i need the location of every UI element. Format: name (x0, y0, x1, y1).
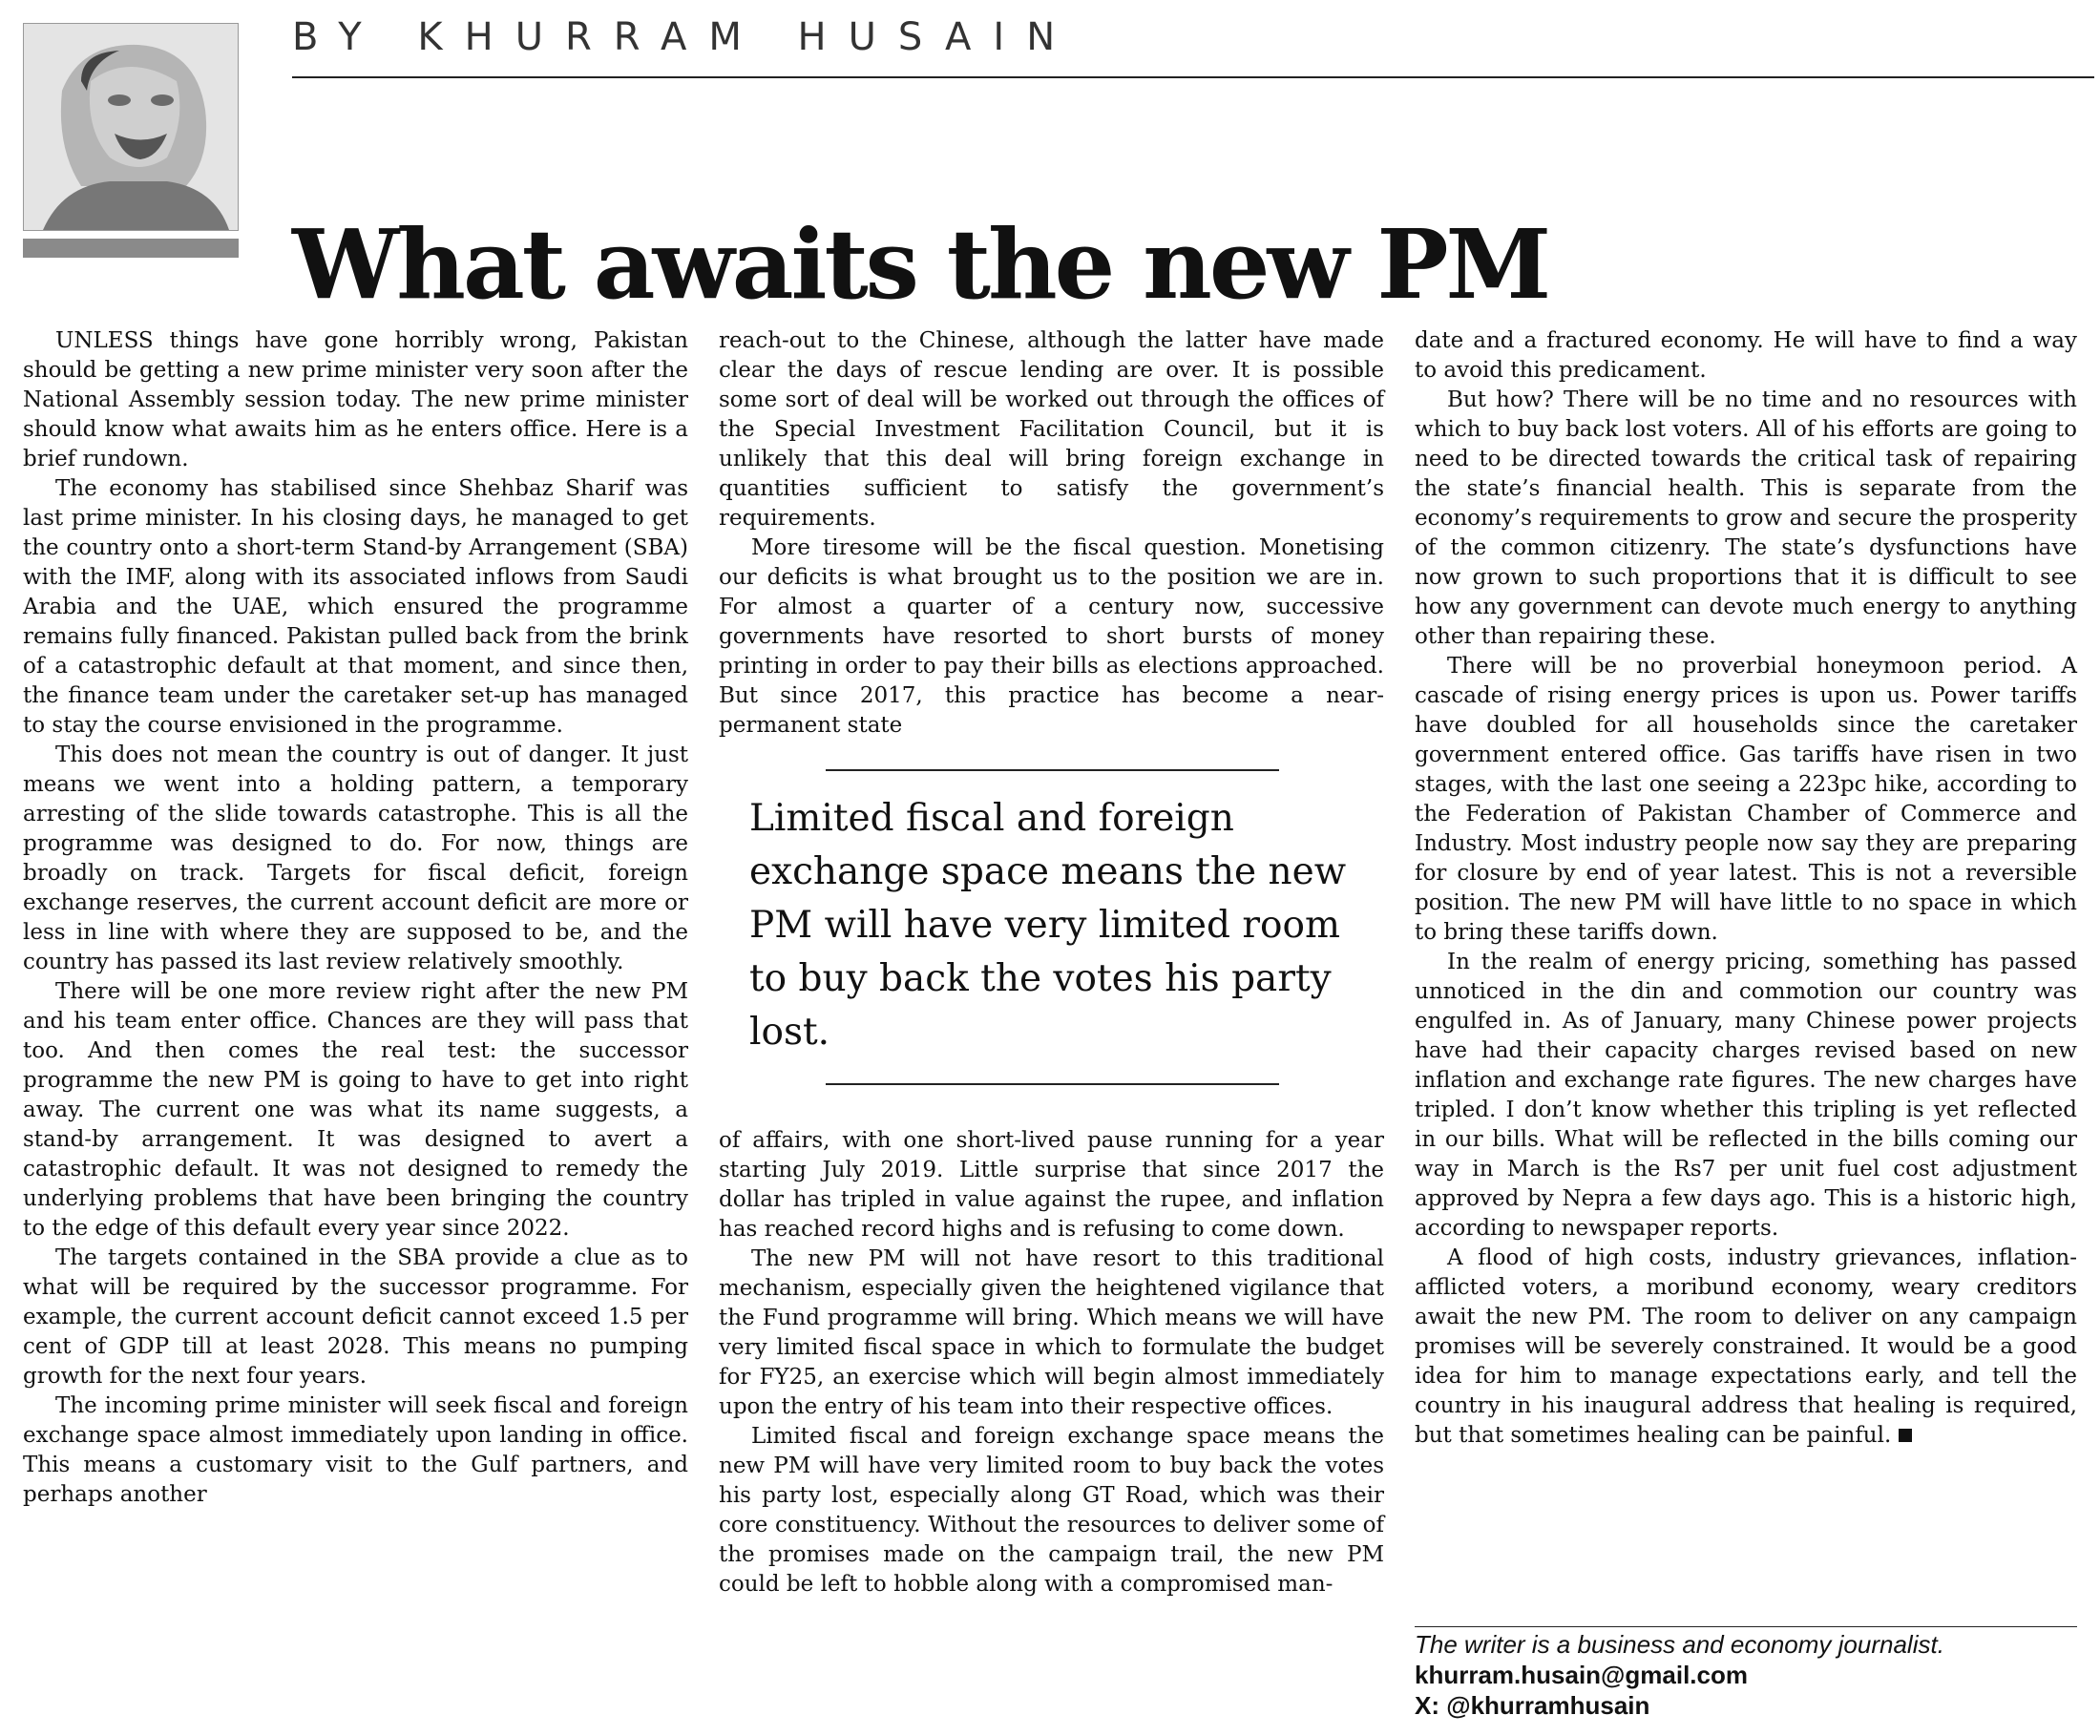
paragraph: date and a fractured economy. He will have to find a way to avoid this predicament. (1415, 328, 2077, 383)
article-column-3 (1415, 326, 2077, 1628)
paragraph: reach-out to the Chinese, although the latter have made clear the days of rescue lending are over. It is possible some sort of deal will be worked out through the offices of the Special Investment Facilitation Council, but it is unlikely that this deal will bring foreign exchange in quantities sufficient to satisfy the government’s requirements. (719, 328, 1384, 531)
paragraph-text: A flood of high costs, industry grievances, inflation-afflicted voters, a moribund economy, weary creditors await the new PM. The room to deliver on any campaign promises will be severely constrained. It would be a good idea for him to manage expectations early, and tell the country in his inaugural address that healing is required, but that sometimes healing can be painful. (1415, 1245, 2077, 1448)
paragraph: More tiresome will be the fiscal question. Monetising our deficits is what brought us to the position we are in. For almost a quarter of a century now, successive governments have resorted to short bursts of money printing in order to pay their bills as elections approached. But since 2017, this practice has become a near-permanent state (719, 535, 1384, 738)
final-paragraph (1415, 1244, 2077, 1451)
paragraph: The economy has stabilised since Shehbaz Sharif was last prime minister. In his closing days, he managed to get the country onto a short-term Stand-by Arrangement (SBA) with the IMF, along with its associated inflows from Saudi Arabia and the UAE, which ensured the programme remains fully financed. Pakistan pulled back from the brink of a catastrophic default at that moment, and since then, the finance team under the caretaker set-up has managed to stay the course envisioned in the programme. (23, 476, 688, 738)
paragraph: There will be no proverbial honeymoon period. A cascade of rising energy prices is upon us. Power tariffs have doubled for all households since the caretaker government entered office. Gas tariffs have risen in two stages, with the last one seeing a 223pc hike, according to the Federation of Pakistan Chamber of Commerce and Industry. Most industry people now say they are preparing for closure by end of year latest. This is not a reversible position. The new PM will have little to no space in which to bring these tariffs down. (1415, 654, 2077, 945)
paragraph: UNLESS things have gone horribly wrong, Pakistan should be getting a new prime minister very soon after the National Assembly session today. The new prime minister should know what awaits him as he enters office. Here is a brief rundown. (23, 328, 688, 471)
end-of-article-mark (1899, 1429, 1912, 1442)
headline: What awaits the new PM (292, 208, 1549, 321)
paragraph: But how? There will be no time and no resources with which to buy back lost voters. All of his efforts are going to need to be directed towards the critical task of repairing the state’s financial health. This is separate from the economy’s requirements to grow and secure the prosperity of the common citizenry. The state’s dysfunctions have now grown to such proportions that it is difficult to see how any government can devote much energy to anything other than repairing these. (1415, 387, 2077, 649)
article-column-2-bottom (719, 1126, 1384, 1718)
paragraph: There will be one more review right after the new PM and his team enter office. Chances are they will pass that too. And then comes the real test: the successor programme the new PM is going to have to get into right away. The current one was what its name suggests, a stand-by arrangement. It was designed to avert a catastrophic default. It was not designed to remedy the underlying problems that have been bringing the country to the edge of this default every year since 2022. (23, 979, 688, 1241)
paragraph: of affairs, with one short-lived pause running for a year starting July 2019. Little surprise that since 2017 the dollar has tripled in value against the rupee, and inflation has reached record highs and is refusing to come down. (719, 1128, 1384, 1242)
author-photo (23, 23, 239, 231)
paragraph: The targets contained in the SBA provide a clue as to what will be required by the successor programme. For example, the current account deficit cannot exceed 1.5 per cent of GDP till at least 2028. This means no pumping growth for the next four years. (23, 1245, 688, 1389)
byline: BY KHURRAM HUSAIN (292, 15, 1078, 59)
byline-divider (292, 76, 2094, 78)
article-column-1 (23, 326, 688, 1716)
author-portrait-image (24, 24, 238, 230)
paragraph: In the realm of energy pricing, something has passed unnoticed in the din and commotion our country was engulfed in. As of January, many Chinese power projects have had their capacity charges revised based on new inflation and exchange rate figures. The new charges have tripled. I don’t know whether this tripling is yet reflected in our bills. What will be reflected in the bills coming our way in March is the Rs7 per unit fuel cost adjustment approved by Nepra a few days ago. This is a historic high, according to newspaper reports. (1415, 950, 2077, 1241)
paragraph: The incoming prime minister will seek fiscal and foreign exchange space almost immediately upon landing in office. This means a customary visit to the Gulf partners, and perhaps another (23, 1393, 688, 1507)
photo-caption-bar (23, 239, 239, 258)
author-note: The writer is a business and economy journalist. (1415, 1630, 1944, 1659)
author-email: khurram.husain@gmail.com (1415, 1661, 1748, 1689)
pull-quote: Limited fiscal and foreign exchange space means the new PM will have very limited room to buy back the votes his party lost. (749, 797, 1347, 1054)
footer-divider (1415, 1626, 2077, 1627)
paragraph: The new PM will not have resort to this traditional mechanism, especially given the heightened vigilance that the Fund programme will bring. Which means we will have very limited fiscal space in which to formulate the budget for FY25, an exercise which will begin almost immediately upon the entry of his team into their respective offices. (719, 1246, 1384, 1419)
author-footer (1415, 1629, 2083, 1721)
pull-quote-bottom-rule (826, 1083, 1279, 1085)
author-social-handle: X: @khurramhusain (1415, 1691, 1650, 1720)
paragraph: This does not mean the country is out of danger. It just means we went into a holding pattern, a temporary arresting of the slide towards catastrophe. This is all the programme was designed to do. For now, things are broadly on track. Targets for fiscal deficit, foreign exchange reserves, the current account deficit are more or less in line with where they are supposed to be, and the country has passed its last review relatively smoothly. (23, 743, 688, 974)
pull-quote-top-rule (826, 769, 1279, 771)
paragraph: Limited fiscal and foreign exchange space means the new PM will have very limited room to buy back the votes his party lost, especially along GT Road, which was their core constituency. Without the resources to deliver some of the promises made on the campaign trail, the new PM could be left to hobble along with a compromised man- (719, 1424, 1384, 1597)
article-column-2-top (719, 326, 1384, 746)
